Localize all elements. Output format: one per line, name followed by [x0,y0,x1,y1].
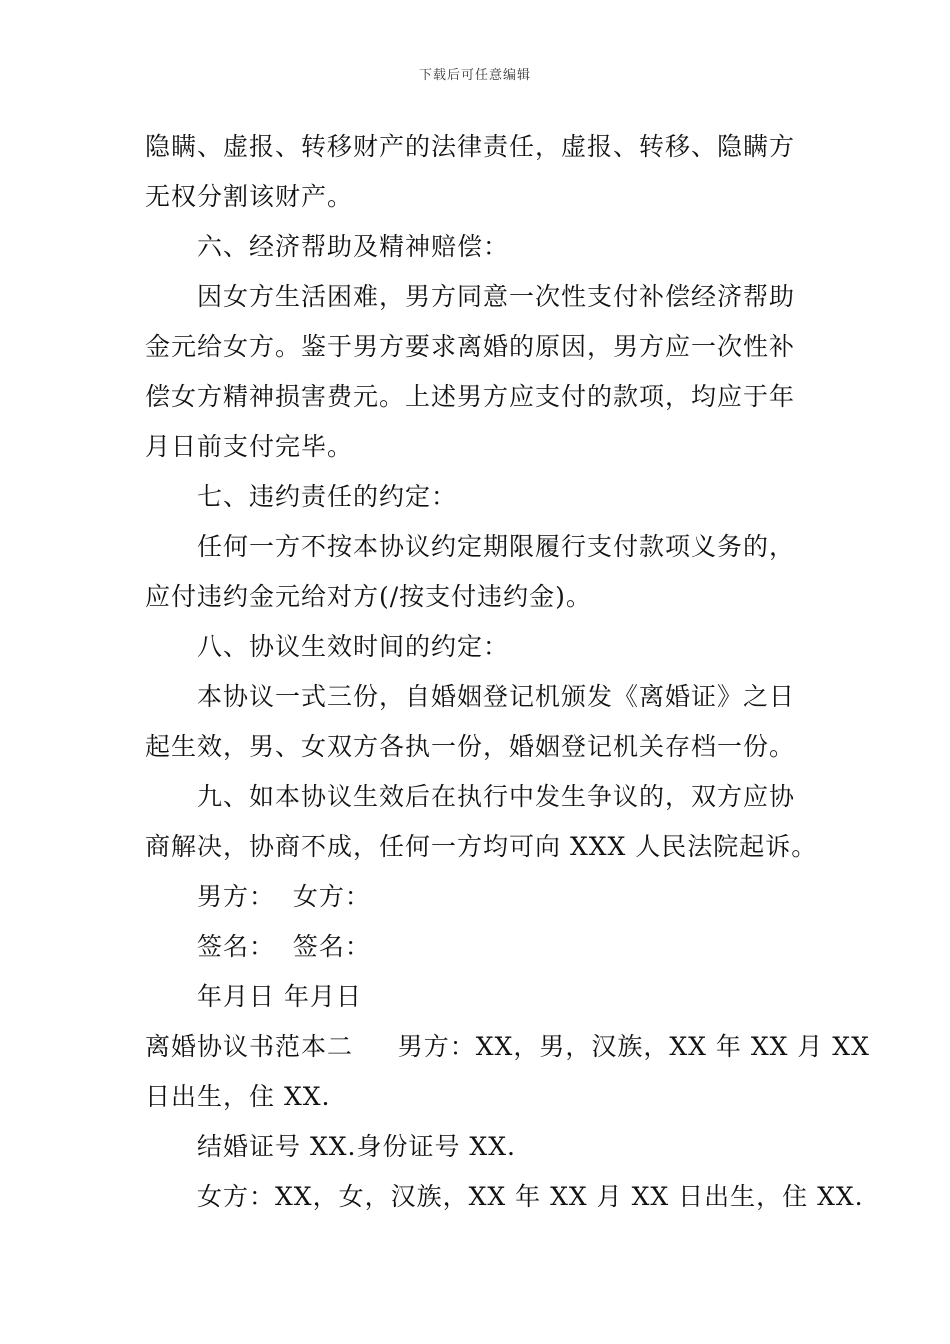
template-two-intro: 离婚协议书范本二 男方：XX，男，汉族，XX 年 XX 月 XX [145,1032,870,1061]
text-line: 日出生，住 XX. [145,1082,331,1111]
text-line: 商解决，协商不成，任何一方均可向 XXX 人民法院起诉。 [145,832,818,861]
section-heading: 六、经济帮助及精神赔偿： [197,232,510,261]
signature-labels: 签名： 签名： [197,932,371,961]
text-line: 本协议一式三份，自婚姻登记机颁发《离婚证》之日 [197,682,796,711]
page-header: 下载后可任意编辑 [418,68,531,83]
text-line: 九、如本协议生效后在执行中发生争议的，双方应协 [197,782,796,811]
section-heading: 八、协议生效时间的约定： [197,632,510,661]
section-heading: 七、违约责任的约定： [197,482,458,511]
text-line: 偿女方精神损害费元。上述男方应支付的款项，均应于年 [145,382,796,411]
text-line: 无权分割该财产。 [145,182,354,211]
text-line: 应付违约金元给对方(/按支付违约金)。 [145,582,592,611]
party-labels: 男方： 女方： [197,882,371,911]
text-line: 月日前支付完毕。 [145,432,354,461]
text-line: 任何一方不按本协议约定期限履行支付款项义务的， [197,532,796,561]
document-body [145,122,870,1222]
certificate-line: 结婚证号 XX.身份证号 XX. [197,1132,516,1161]
text-line: 金元给女方。鉴于男方要求离婚的原因，男方应一次性补 [145,332,796,361]
text-line: 因女方生活困难，男方同意一次性支付补偿经济帮助 [197,282,796,311]
text-line: 隐瞒、虚报、转移财产的法律责任，虚报、转移、隐瞒方 [145,132,796,161]
female-party-line: 女方：XX，女，汉族，XX 年 XX 月 XX 日出生，住 XX. [197,1182,864,1211]
text-line: 起生效，男、女双方各执一份，婚姻登记机关存档一份。 [145,732,796,761]
date-labels: 年月日 年月日 [197,982,362,1011]
